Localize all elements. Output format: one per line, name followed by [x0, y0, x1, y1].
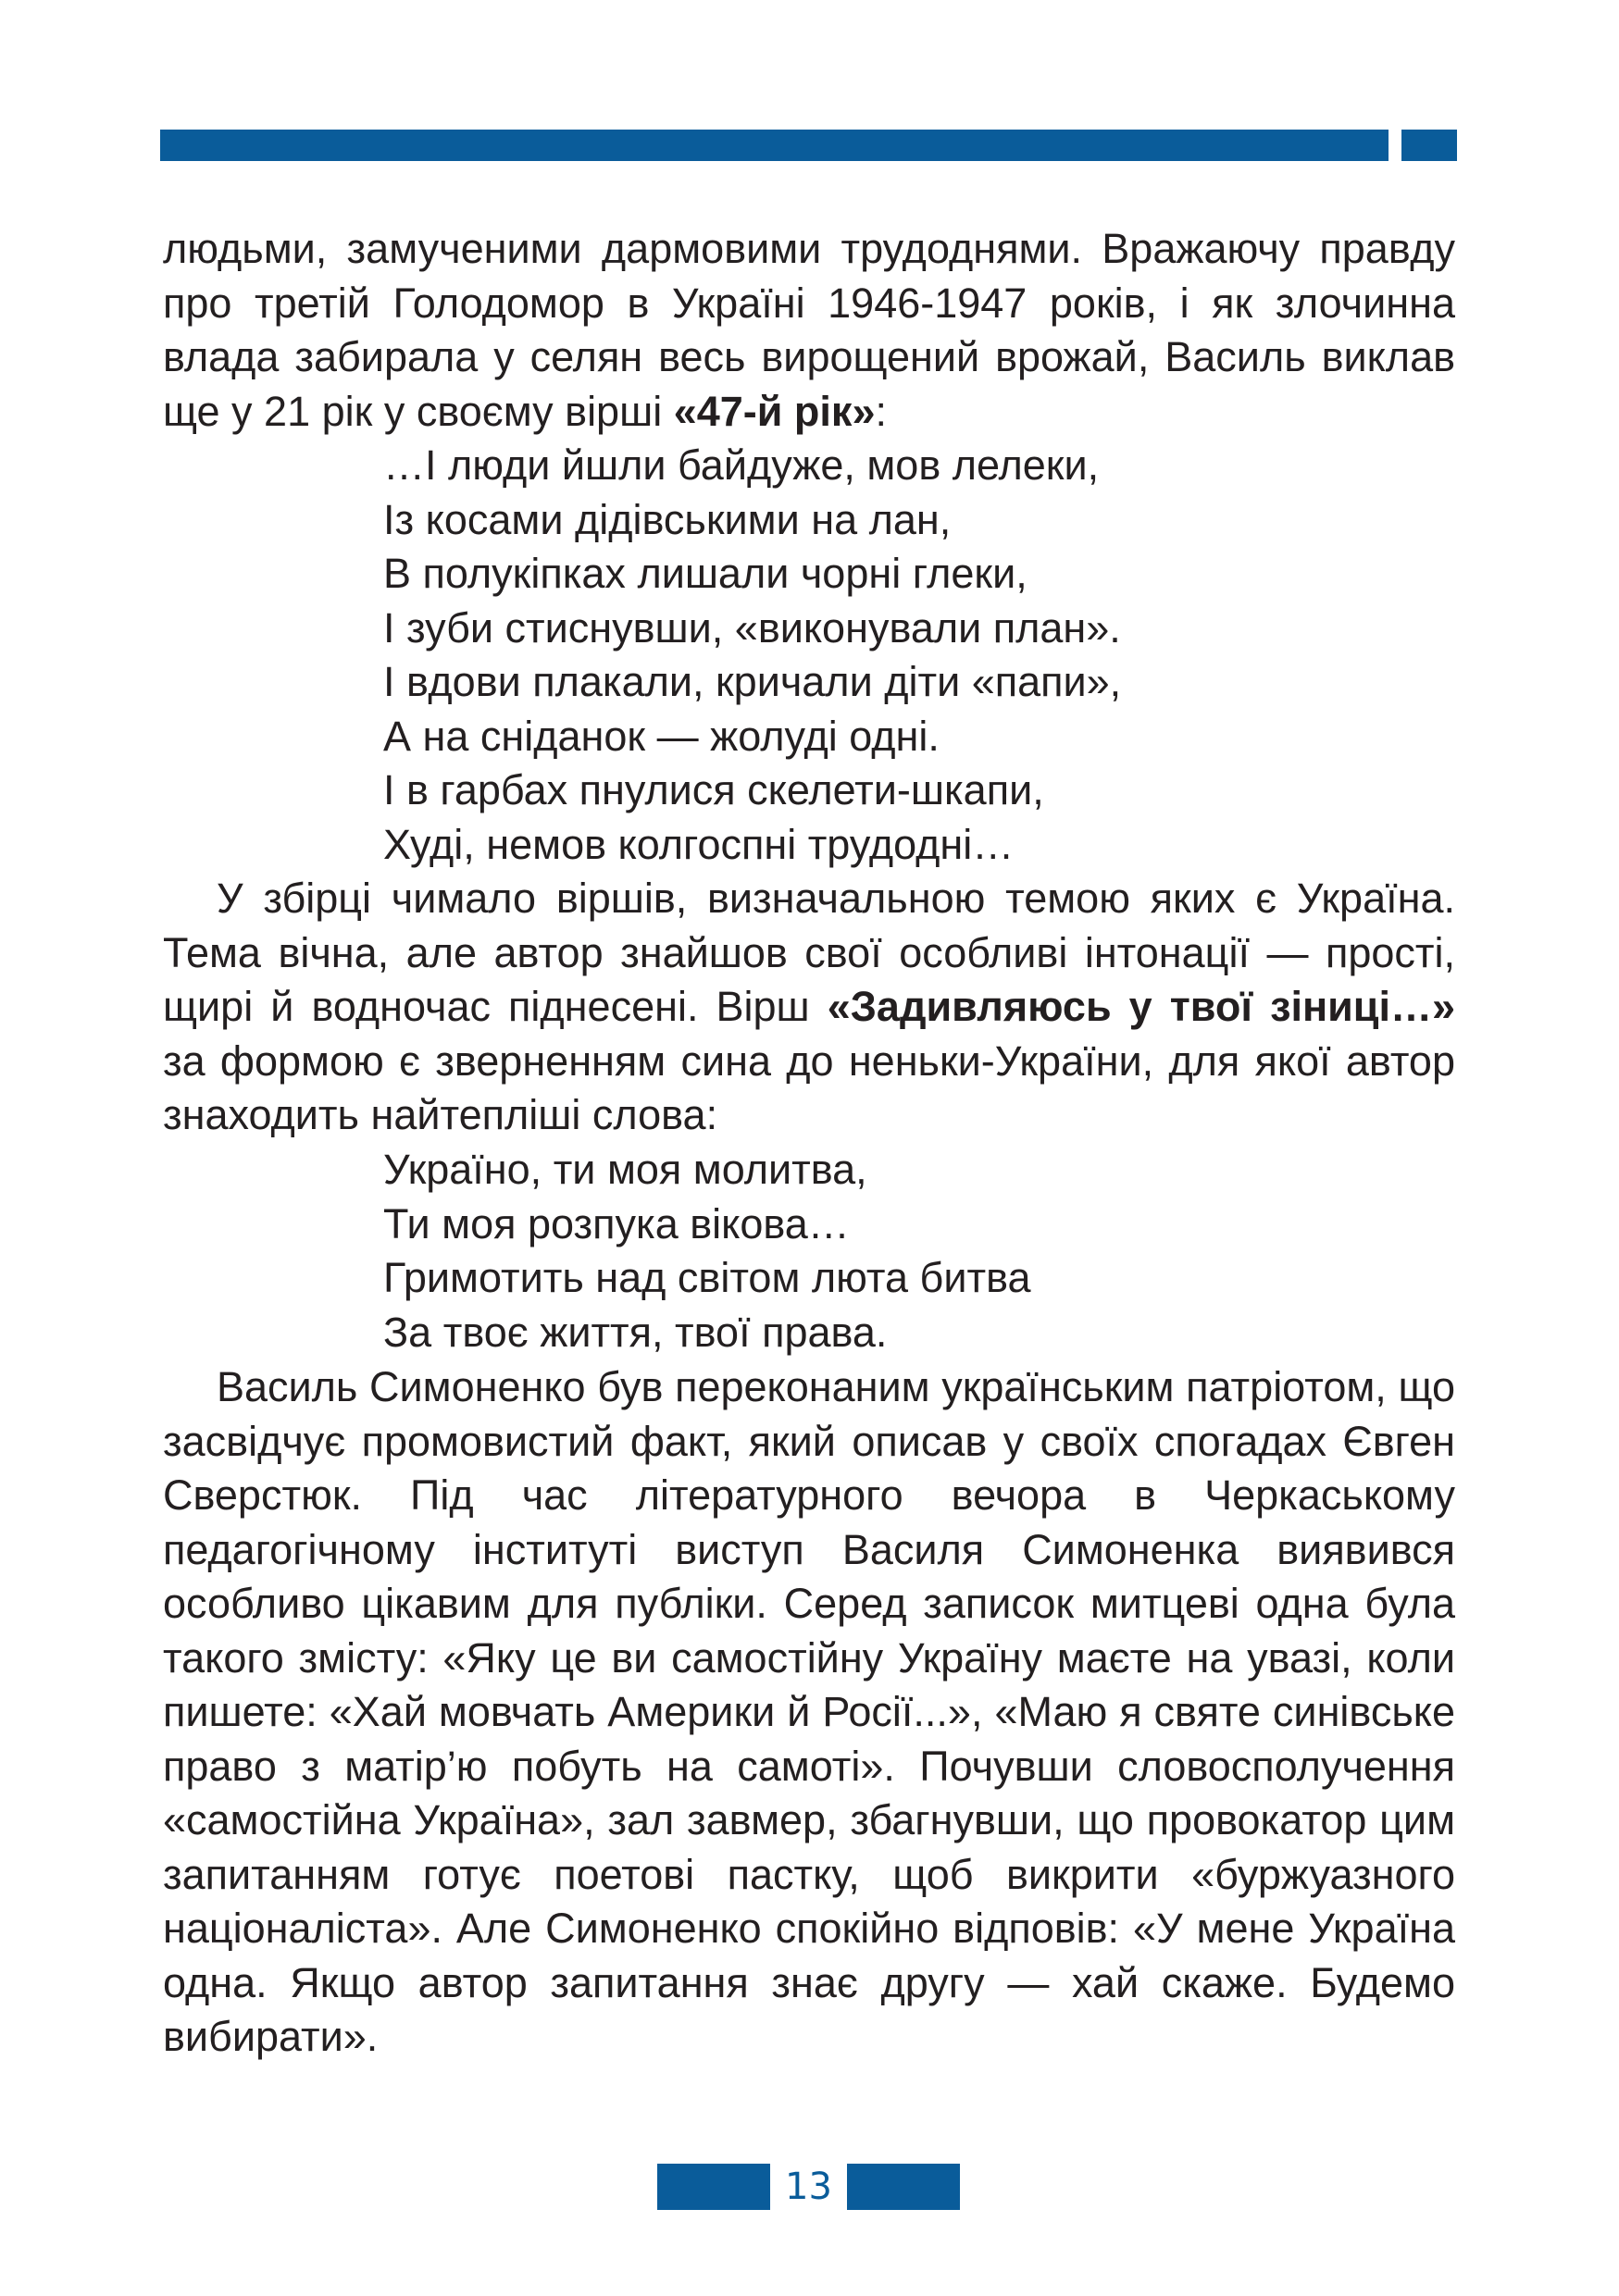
verse-line: Із косами дідівськими на лан, [383, 495, 952, 543]
header-bar-accent [1401, 130, 1457, 161]
poem-title-zinytsi: «Задивляюсь у твої зіниці…» [827, 983, 1455, 1030]
poem-title-47: «47-й рік» [673, 387, 876, 435]
verse-line: Ти моя розпука вікова… [383, 1199, 850, 1247]
paragraph-1: людьми, замученими дармовими трудоднями. Вражаючу правду про третій Голодомор в Україні 1946-1947 років, і як злочинна влада забирала у селян весь вирощений врожай, Василь виклав ще у 21 рік у своєму вірші «47-й рік»: [163, 225, 1455, 435]
poem-excerpt-2 [383, 1143, 1448, 1359]
page-number: 13 [785, 2166, 832, 2208]
verse-line: І зуби стиснувши, «виконували план». [383, 603, 1121, 652]
paragraph-2: У збірці чимало віршів, визначальною темою яких є Україна. Тема вічна, але автор знайшов свої особливі інтонації — прості, щирі й водночас піднесені. Вірш «Задивляюсь у твої зіниці…» за формою є зверненням сина до неньки-України, для якої автор знаходить найтепліші слова: [163, 875, 1455, 1138]
verse-line: Худі, немов колгоспні трудодні… [383, 820, 1015, 868]
footer-bar-right [847, 2164, 960, 2210]
verse-line: Гримотить над світом люта битва [383, 1254, 1031, 1301]
poem-excerpt-1 [383, 439, 1448, 872]
verse-line: В полукіпках лишали чорні глеки, [383, 550, 1027, 597]
verse-line: …І люди йшли байдуже, мов лелеки, [383, 441, 1100, 489]
verse-line: За твоє життя, твої права. [383, 1308, 888, 1356]
paragraph-3: Василь Симоненко був переконаним українським патріотом, що засвідчує промовистий факт, який описав у своїх спогадах Євген Сверстюк. Під час літературного вечора в Черкаському педагогічному інституті виступ Василя Симоненка виявився особливо цікавим для публіки. Серед записок митцеві одна була такого змісту: «Яку це ви самостійну Україну маєте на увазі, коли пишете: «Хай мовчать Америки й Росії...», «Маю я святе синівське право з матір’ю побуть на самоті». Почувши словосполучення «самостійна Україна», зал завмер, збагнувши, що провокатор цим запитанням готує поетові пастку, щоб викрити «буржуазного націоналіста». Але Симоненко спокійно відповів: «У мене Україна одна. Якщо автор запитання знає другу — хай скаже. Будемо вибирати». [163, 1363, 1455, 2060]
verse-line: І вдови плакали, кричали діти «папи», [383, 658, 1122, 705]
footer-bar-left [657, 2164, 770, 2210]
header-bar [160, 130, 1389, 161]
verse-line: І в гарбах пнулися скелети-шкапи, [383, 766, 1044, 813]
verse-line: А на сніданок — жолуді одні. [383, 712, 940, 760]
verse-line: Україно, ти моя молитва, [383, 1146, 867, 1193]
page-footer [657, 2164, 960, 2210]
